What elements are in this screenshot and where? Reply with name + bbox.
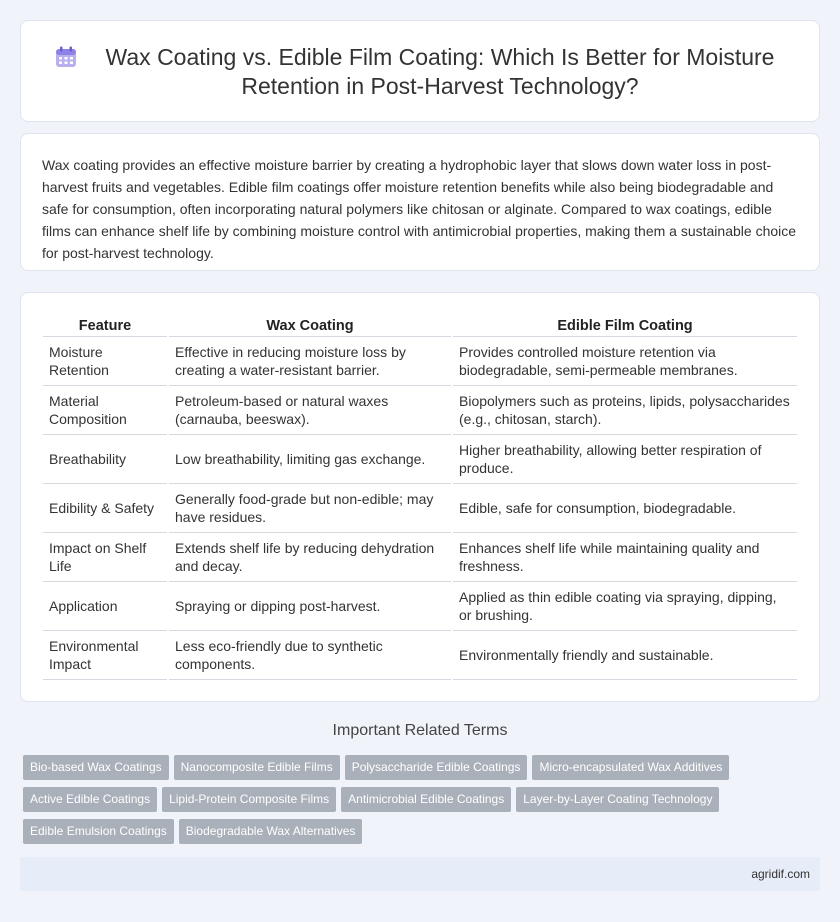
- table-header-row: [43, 314, 797, 337]
- feature-cell: Impact on Shelf Life: [43, 533, 167, 582]
- header-card: [20, 20, 820, 122]
- edible-cell: Environmentally friendly and sustainable.: [453, 631, 797, 680]
- edible-cell: Provides controlled moisture retention via biodegradable, semi-permeable membranes.: [453, 337, 797, 386]
- edible-cell: Edible, safe for consumption, biodegradable.: [453, 484, 797, 533]
- edible-cell: Biopolymers such as proteins, lipids, polysaccharides (e.g., chitosan, starch).: [453, 386, 797, 435]
- tag-row: [23, 819, 823, 851]
- wax-cell: Petroleum-based or natural waxes (carnauba, beeswax).: [169, 386, 451, 435]
- edible-cell: Enhances shelf life while maintaining quality and freshness.: [453, 533, 797, 582]
- table-row: [43, 484, 797, 533]
- page-title: Wax Coating vs. Edible Film Coating: Which Is Better for Moisture Retention in Post-Harvest Technology?: [105, 44, 775, 99]
- related-term-tag[interactable]: Biodegradable Wax Alternatives: [179, 819, 363, 844]
- related-term-tag[interactable]: Edible Emulsion Coatings: [23, 819, 174, 844]
- wax-cell: Low breathability, limiting gas exchange.: [169, 435, 451, 484]
- wax-cell: Effective in reducing moisture loss by creating a water-resistant barrier.: [169, 337, 451, 386]
- comparison-table: [41, 314, 799, 680]
- table-row: [43, 631, 797, 680]
- related-terms-list: [23, 755, 823, 851]
- wax-cell: Generally food-grade but non-edible; may have residues.: [169, 484, 451, 533]
- edible-cell: Higher breathability, allowing better respiration of produce.: [453, 435, 797, 484]
- table-row: [43, 435, 797, 484]
- intro-paragraph: Wax coating provides an effective moisture barrier by creating a hydrophobic layer that slows down water loss in post-harvest fruits and vegetables. Edible film coatings offer moisture retention benefits while also being biodegradable and safe for consumption, often incorporating natural polymers like chitosan or alginate. Compared to wax coatings, edible films can enhance shelf life by combining moisture control with antimicrobial properties, making them a sustainable choice for post-harvest technology.: [42, 157, 797, 261]
- tag-row: [23, 787, 823, 819]
- wax-cell: Less eco-friendly due to synthetic components.: [169, 631, 451, 680]
- footer-site-link[interactable]: agridif.com: [751, 867, 810, 881]
- related-terms-heading: Important Related Terms: [332, 722, 508, 739]
- column-header: Feature: [43, 314, 167, 337]
- related-term-tag[interactable]: Active Edible Coatings: [23, 787, 157, 812]
- intro-card: [20, 133, 820, 271]
- wax-cell: Spraying or dipping post-harvest.: [169, 582, 451, 631]
- comparison-table-card: [20, 292, 820, 702]
- edible-cell: Applied as thin edible coating via spraying, dipping, or brushing.: [453, 582, 797, 631]
- table-row: [43, 337, 797, 386]
- table-row: [43, 582, 797, 631]
- related-term-tag[interactable]: Bio-based Wax Coatings: [23, 755, 169, 780]
- feature-cell: Environmental Impact: [43, 631, 167, 680]
- related-term-tag[interactable]: Layer-by-Layer Coating Technology: [516, 787, 719, 812]
- related-term-tag[interactable]: Polysaccharide Edible Coatings: [345, 755, 528, 780]
- footer: [20, 857, 820, 891]
- feature-cell: Moisture Retention: [43, 337, 167, 386]
- related-term-tag[interactable]: Lipid-Protein Composite Films: [162, 787, 336, 812]
- related-term-tag[interactable]: Antimicrobial Edible Coatings: [341, 787, 511, 812]
- table-row: [43, 386, 797, 435]
- feature-cell: Breathability: [43, 435, 167, 484]
- feature-cell: Material Composition: [43, 386, 167, 435]
- column-header: Edible Film Coating: [453, 314, 797, 337]
- feature-cell: Application: [43, 582, 167, 631]
- wax-cell: Extends shelf life by reducing dehydration and decay.: [169, 533, 451, 582]
- tag-row: [23, 755, 823, 787]
- related-term-tag[interactable]: Nanocomposite Edible Films: [174, 755, 340, 780]
- feature-cell: Edibility & Safety: [43, 484, 167, 533]
- related-term-tag[interactable]: Micro-encapsulated Wax Additives: [532, 755, 729, 780]
- column-header: Wax Coating: [169, 314, 451, 337]
- table-row: [43, 533, 797, 582]
